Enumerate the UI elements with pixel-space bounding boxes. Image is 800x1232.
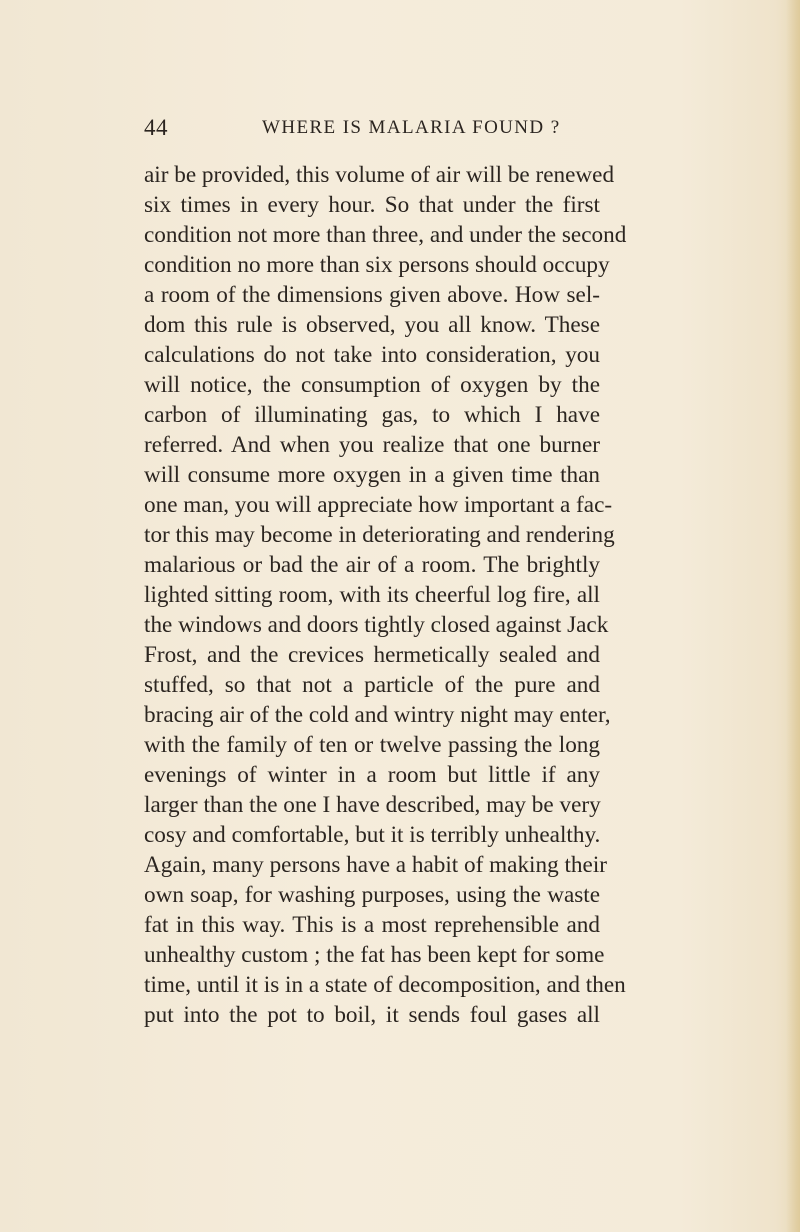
page-number: 44 bbox=[144, 115, 168, 140]
text-line: fat in this way. This is a most reprehensible and bbox=[144, 912, 600, 938]
text-line: time, until it is in a state of decomposition, and then bbox=[144, 972, 626, 998]
text-line: dom this rule is observed, you all know. These bbox=[144, 312, 600, 338]
page-edge-shadow bbox=[786, 0, 800, 1232]
text-line: lighted sitting room, with its cheerful log fire, all bbox=[144, 582, 600, 608]
text-line: tor this may become in deteriorating and rendering bbox=[144, 522, 615, 548]
text-line: the windows and doors tightly closed against Jack bbox=[144, 612, 609, 638]
text-line: Again, many persons have a habit of making their bbox=[144, 852, 607, 878]
text-line: malarious or bad the air of a room. The brightly bbox=[144, 552, 600, 578]
text-line: six times in every hour. So that under the first bbox=[144, 192, 600, 218]
text-line: calculations do not take into consideration, you bbox=[144, 342, 600, 368]
running-head bbox=[144, 115, 604, 145]
text-line: unhealthy custom ; the fat has been kept for some bbox=[144, 942, 605, 968]
text-line: cosy and comfortable, but it is terribly unhealthy. bbox=[144, 822, 601, 848]
text-line: carbon of illuminating gas, to which I have bbox=[144, 402, 600, 428]
text-line: will notice, the consumption of oxygen by the bbox=[144, 372, 600, 398]
running-title: WHERE IS MALARIA FOUND ? bbox=[262, 117, 561, 138]
text-line: a room of the dimensions given above. How sel- bbox=[144, 282, 600, 308]
text-line: own soap, for washing purposes, using the waste bbox=[144, 882, 600, 908]
text-line: referred. And when you realize that one burner bbox=[144, 432, 600, 458]
text-line: stuffed, so that not a particle of the pure and bbox=[144, 672, 600, 698]
text-line: bracing air of the cold and wintry night may enter, bbox=[144, 702, 611, 728]
text-line: air be provided, this volume of air will be renewed bbox=[144, 162, 615, 188]
text-line: larger than the one I have described, may be very bbox=[144, 792, 601, 818]
text-line: condition not more than three, and under the second bbox=[144, 222, 627, 248]
text-line: one man, you will appreciate how important a fac- bbox=[144, 492, 613, 518]
text-line: Frost, and the crevices hermetically sealed and bbox=[144, 642, 600, 668]
text-line: put into the pot to boil, it sends foul gases all bbox=[144, 1002, 600, 1028]
text-line: with the family of ten or twelve passing the long bbox=[144, 732, 600, 758]
text-line: evenings of winter in a room but little if any bbox=[144, 762, 600, 788]
body-text bbox=[144, 160, 627, 1030]
text-line: will consume more oxygen in a given time than bbox=[144, 462, 600, 488]
text-line: condition no more than six persons should occupy bbox=[144, 252, 610, 278]
